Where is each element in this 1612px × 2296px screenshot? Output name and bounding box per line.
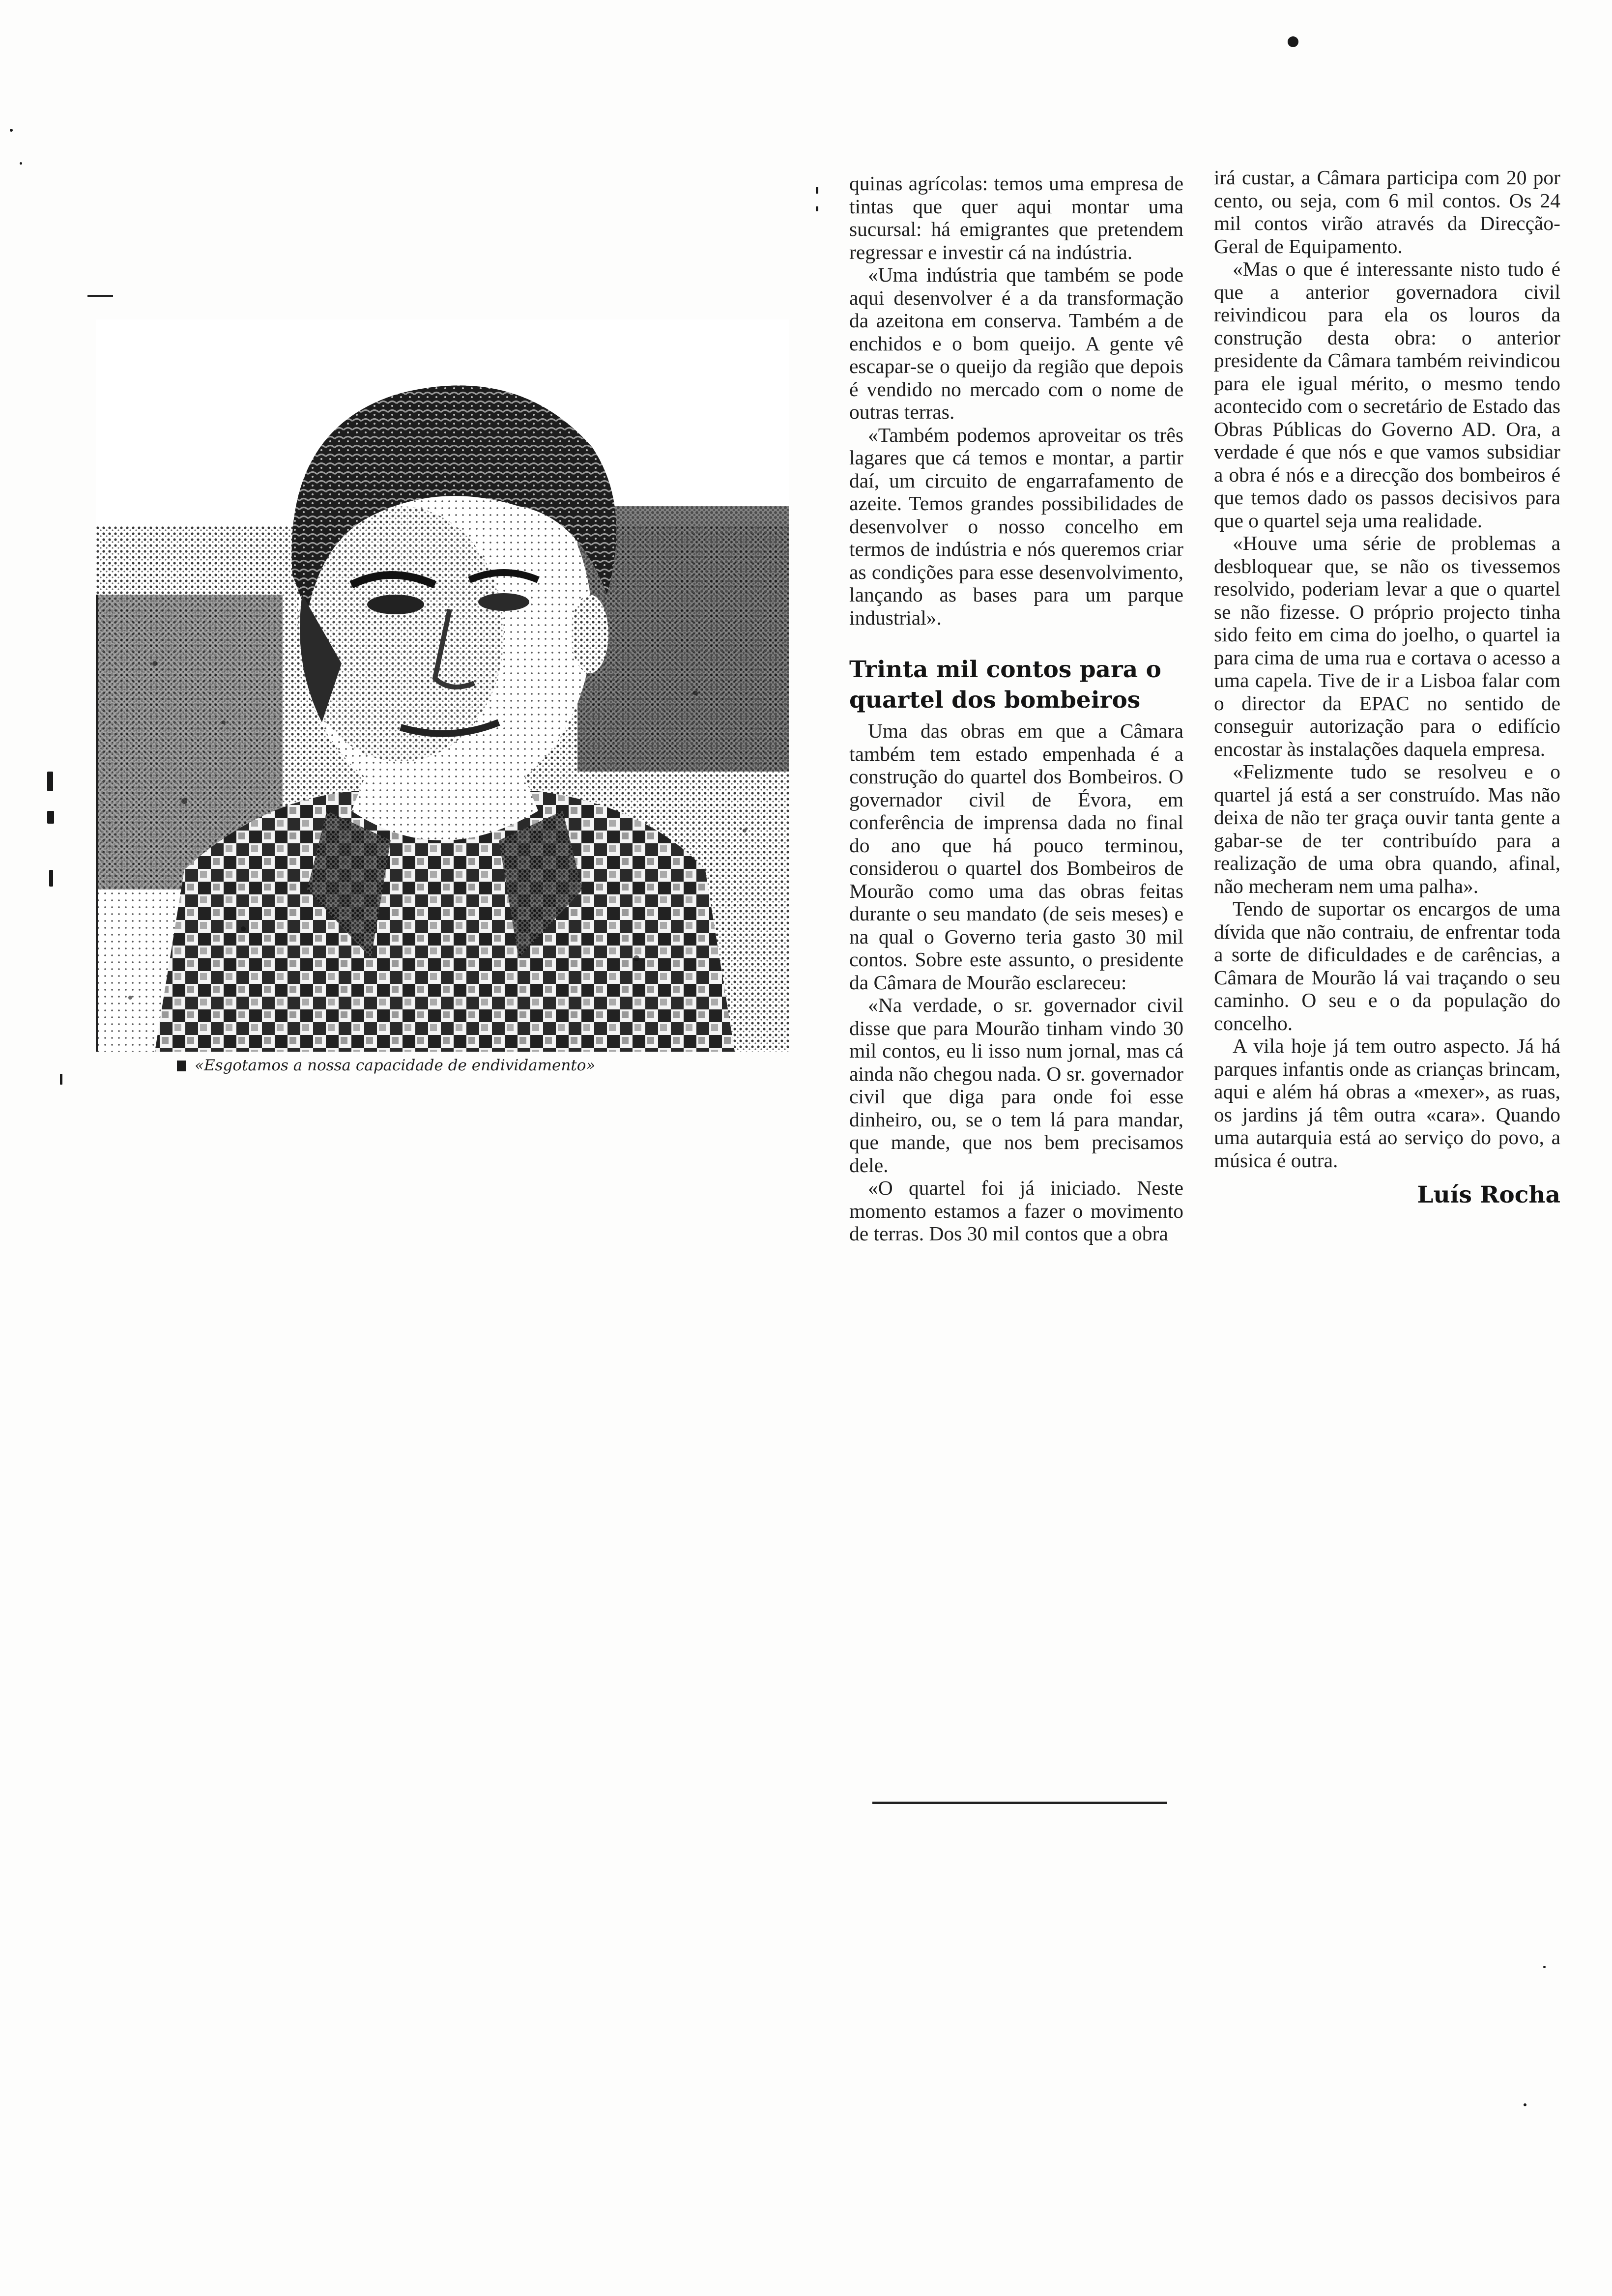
paragraph: Uma das obras em que a Câmara também tem estado empenhada é a construção do quartel dos Bombeiros. O governador civil de Évora, em conferência de imprensa dada no final do ano que há pouco terminou, considerou o quartel dos Bombeiros de Mourão como uma das obras feitas durante o seu mandato (de seis meses) e na qual o Governo teria gasto 30 mil contos. Sobre este assunto, o presidente da Câmara de Mourão esclareceu: [849, 719, 1183, 994]
scan-speck [1524, 2103, 1526, 2106]
scan-speck [1543, 1966, 1546, 1968]
paragraph: irá custar, a Câmara participa com 20 por cento, ou seja, com 6 mil contos. Os 24 mil contos virão através da Direcção-Geral de Equipamento. [1214, 166, 1560, 258]
article-column-2 [1214, 166, 1560, 1210]
paragraph: A vila hoje já tem outro aspecto. Já há parques infantis onde as crianças brincam, aqui e além há obras a «mexer», as ruas, os jardins já têm outra «cara». Quando uma autarquia está ao serviço do povo, a música é outra. [1214, 1034, 1560, 1172]
scan-speck [816, 187, 818, 194]
photo-caption-text: «Esgotamos a nossa capacidade de endividamento» [195, 1057, 596, 1074]
scan-speck [816, 206, 818, 211]
paragraph: quinas agrícolas: temos uma empresa de tintas que quer aqui montar uma sucursal: há emigrantes que pretendem regressar e investir cá na indústria. [849, 172, 1183, 263]
paragraph: «Mas o que é interessante nisto tudo é que a anterior governadora civil reivindicou para ela os louros da construção desta obra: o anterior presidente da Câmara também reivindicou para ele igual mérito, o mesmo tendo acontecido com o secretário de Estado das Obras Públicas do Governo AD. Ora, a verdade é que nós e que vamos subsidiar a obra é nós e a direcção dos bombeiros é que temos dado os passos decisivos para que o quartel seja uma realidade. [1214, 258, 1560, 532]
paragraph: «Uma indústria que também se pode aqui desenvolver é a da transformação da azeitona em conserva. Também a de enchidos e o bom queijo. A gente vê escapar-se o queijo da região que depois é vendido no mercado com o nome de outras terras. [849, 263, 1183, 423]
author-byline: Luís Rocha [1417, 1181, 1560, 1208]
scan-speck [20, 162, 22, 165]
paragraph: «O quartel foi já iniciado. Neste momento estamos a fazer o movimento de terras. Dos 30 mil contos que a obra [849, 1177, 1183, 1245]
scan-dash [87, 295, 113, 297]
scan-speck [49, 870, 53, 887]
caption-bullet-icon [177, 1061, 186, 1071]
scan-speck [47, 772, 53, 791]
halftone-portrait [96, 319, 789, 1052]
article-end-rule [872, 1802, 1167, 1804]
section-subheading: Trinta mil contos para o quartel dos bombeiros [849, 656, 1161, 714]
paragraph: «Também podemos aproveitar os três lagares que cá temos e montar, a partir daí, um circuito de engarrafamento de azeite. Temos grandes possibilidades de desenvolver o nosso concelho em termos de indústria e nós queremos criar as condições para esse desenvolvimento, lançando as bases para um parque industrial». [849, 423, 1183, 629]
article-column-1 [849, 172, 1183, 1245]
paragraph: «Na verdade, o sr. governador civil disse que para Mourão tinham vindo 30 mil contos, eu li isso num jornal, mas cá ainda não chegou nada. O sr. governador civil que diga para onde foi esse dinheiro, ou, se o tem lá para mandar, que mande, que nos bem precisamos dele. [849, 994, 1183, 1177]
scan-speck [47, 811, 54, 824]
scan-speck [1288, 36, 1298, 47]
scan-speck [60, 1074, 62, 1085]
scan-speck [10, 129, 13, 132]
paragraph: «Felizmente tudo se resolveu e o quartel já está a ser construído. Mas não deixa de não ter graça ouvir tanta gente a gabar-se de ter contribuído para a realização de uma obra quando, afinal, não mecheram nem uma palha». [1214, 760, 1560, 897]
paragraph: Tendo de suportar os encargos de uma dívida que não contraiu, de enfrentar toda a sorte de dificuldades e de carências, a Câmara de Mourão lá vai traçando o seu caminho. O seu e o da população do concelho. [1214, 897, 1560, 1034]
portrait-photo [96, 319, 789, 1052]
paragraph: «Houve uma série de problemas a desbloquear que, se não os tivessemos resolvido, poderiam levar a que o quartel se não fizesse. O próprio projecto tinha sido feito em cima do joelho, o quartel ia para cima de uma rua e cortava o acesso a uma capela. Tive de ir a Lisboa falar com o director da EPAC no sentido de conseguir autorização para o edifício encostar às instalações daquela empresa. [1214, 532, 1560, 760]
photo-caption [177, 1056, 777, 1075]
